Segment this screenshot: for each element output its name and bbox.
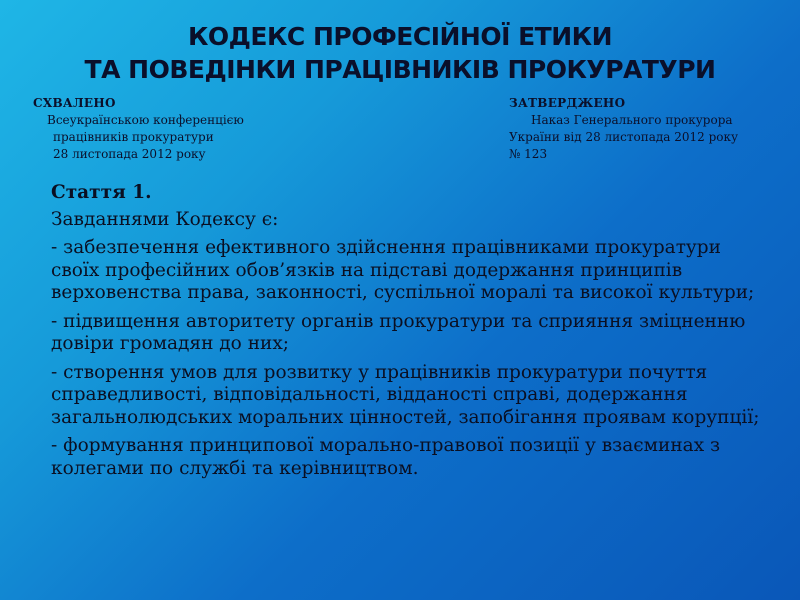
article-intro: Завданнями Кодексу є:: [51, 208, 279, 230]
approval-heading-approved: СХВАЛЕНО: [33, 96, 116, 110]
title-line-1: КОДЕКС ПРОФЕСІЙНОЇ ЕТИКИ: [187, 22, 613, 51]
approval-left-line-2: працівників прокуратури: [53, 130, 214, 144]
approval-right-line-3: № 123: [509, 147, 548, 161]
approval-block-left: [33, 95, 333, 163]
task-item: - формування принципової морально-правової позиції у взаєминах з колегами по службі та керівництвом.: [51, 435, 721, 479]
approval-left-line-3: 28 листопада 2012 року: [53, 147, 206, 161]
approval-heading-confirmed: ЗАТВЕРДЖЕНО: [509, 96, 626, 110]
slide-title: [0, 20, 800, 86]
task-item: - створення умов для розвитку у працівників прокуратури почуття справедливості, відповідальності, відданості справі, додержання загальнолюдських моральних цінностей, запобігання проявам корупції;: [51, 361, 760, 428]
article-content: [51, 182, 771, 486]
task-item: - підвищення авторитету органів прокуратури та сприяння зміцненню довіри громадян до них;: [51, 310, 746, 354]
approval-right-line-2: України від 28 листопада 2012 року: [509, 130, 739, 144]
task-item: - забезпечення ефективного здійснення працівниками прокуратури своїх професійних обов’язків на підставі додержання принципів верховенства права, законності, суспільної моралі та високої культури;: [51, 237, 755, 303]
approval-left-line-1: Всеукраїнською конференцією: [47, 113, 244, 127]
approval-right-line-1: Наказ Генерального прокурора: [531, 113, 733, 127]
article-heading: Стаття 1.: [51, 182, 152, 203]
title-line-2: ТА ПОВЕДІНКИ ПРАЦІВНИКІВ ПРОКУРАТУРИ: [84, 55, 716, 84]
approval-block-right: [509, 95, 789, 163]
